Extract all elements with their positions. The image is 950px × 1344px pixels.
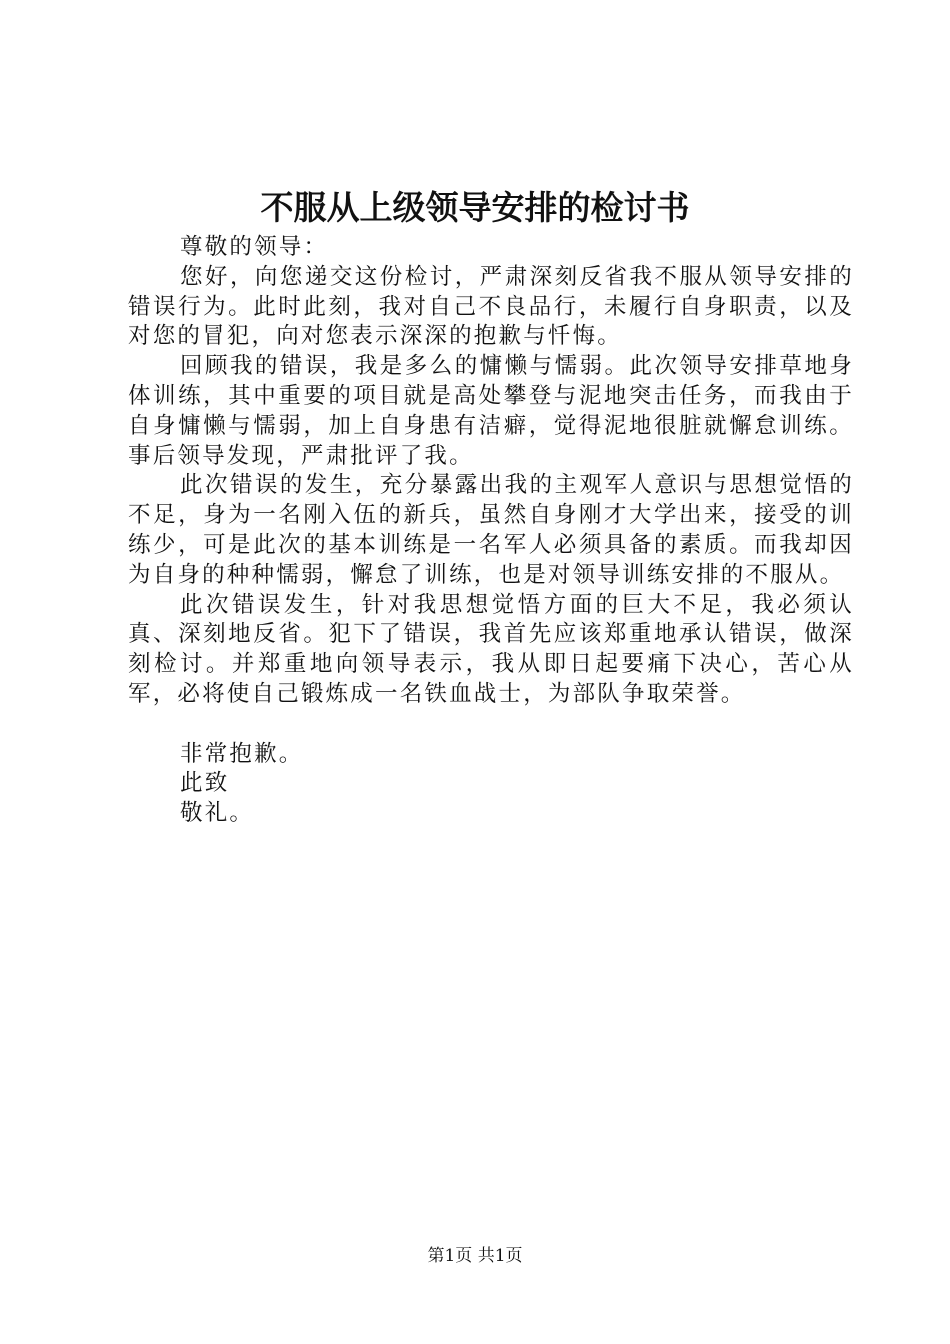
document-body	[128, 233, 854, 829]
salutation: 尊敬的领导：	[180, 234, 329, 260]
page-footer: 第1页 共1页	[427, 1246, 523, 1266]
document-title: 不服从上级领导安排的检讨书	[260, 188, 690, 227]
paragraph-4: 此次错误发生，针对我思想觉悟方面的巨大不足，我必须认真、深刻地反省。犯下了错误，我首先应该郑重地承认错误，做深刻检讨。并郑重地向领导表示，我从即日起要痛下决心，苦心从军，必将使自己锻炼成一名铁血战士，为部队争取荣誉。	[128, 591, 854, 707]
closing-regards-line1: 此致	[180, 770, 230, 797]
paragraph-1: 您好，向您递交这份检讨，严肃深刻反省我不服从领导安排的错误行为。此时此刻，我对自己不良品行，未履行自身职责，以及对您的冒犯，向对您表示深深的抱歉与忏悔。	[128, 263, 854, 350]
spacer	[128, 710, 854, 740]
paragraph-2: 回顾我的错误，我是多么的慵懒与懦弱。此次领导安排草地身体训练，其中重要的项目就是高处攀登与泥地突击任务，而我由于自身慵懒与懦弱，加上自身患有洁癖，觉得泥地很脏就懈怠训练。事后领导发现，严肃批评了我。	[128, 353, 854, 469]
closing-regards-line2: 敬礼。	[180, 800, 255, 827]
closing-apology: 非常抱歉。	[180, 740, 304, 767]
paragraph-3: 此次错误的发生，充分暴露出我的主观军人意识与思想觉悟的不足，身为一名刚入伍的新兵，虽然自身刚才大学出来，接受的训练少，可是此次的基本训练是一名军人必须具备的素质。而我却因为自身的种种懦弱，懈怠了训练，也是对领导训练安排的不服从。	[128, 472, 854, 588]
